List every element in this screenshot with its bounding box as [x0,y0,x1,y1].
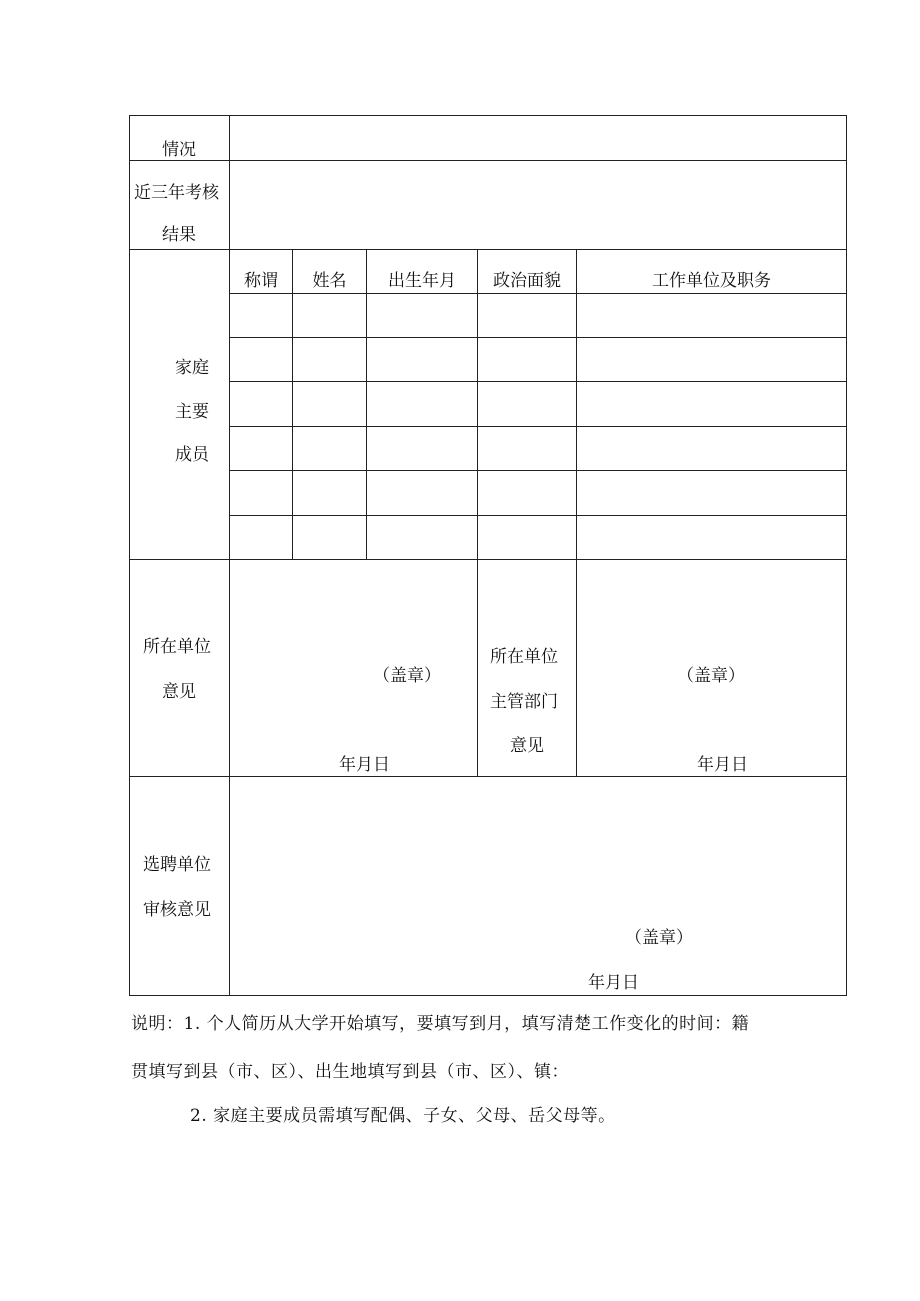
family-header-workplace: 工作单位及职务 [652,271,771,291]
row-divider [129,776,847,777]
hiring-review-label-line1: 选聘单位 [143,855,211,875]
assessment-label-line2: 结果 [162,225,196,245]
table-border-left [129,115,130,996]
table-border-right [846,115,847,996]
table-border-top [129,115,847,116]
note-line-1: 说明：1. 个人简历从大学开始填写，要填写到月，填写清楚工作变化的时间：籍 [131,1014,750,1034]
family-grid-line [230,426,847,427]
family-column-divider [292,249,293,560]
unit-opinion-label-line2: 意见 [162,682,196,702]
family-header-birth: 出生年月 [388,271,456,291]
hiring-review-label-line2: 审核意见 [143,900,211,920]
family-label-line3: 成员 [175,445,209,465]
dept-opinion-date: 年月日 [697,755,748,775]
dept-opinion-label-line2: 主管部门 [490,692,558,712]
unit-opinion-seal: （盖章） [373,666,441,686]
family-grid-line [230,337,847,338]
row-divider [129,160,847,161]
situation-label: 情况 [162,140,196,160]
hiring-review-date: 年月日 [588,973,639,993]
unit-opinion-date: 年月日 [339,755,390,775]
family-column-divider [366,249,367,560]
family-grid-line [230,470,847,471]
assessment-field[interactable] [231,162,845,248]
family-label-line1: 家庭 [175,358,209,378]
family-label-line2: 主要 [175,402,209,422]
dept-opinion-label-line3: 意见 [510,736,544,756]
hiring-review-seal: （盖章） [625,928,693,948]
family-grid-line [230,293,847,294]
situation-field[interactable] [231,117,845,159]
dept-opinion-seal: （盖章） [677,666,745,686]
row-divider [129,559,847,560]
assessment-label-line1: 近三年考核 [134,183,219,203]
family-header-political: 政治面貌 [493,271,561,291]
table-border-bottom [129,995,847,996]
label-column-divider [229,115,230,996]
unit-opinion-label-line1: 所在单位 [143,637,211,657]
family-grid-line [230,515,847,516]
dept-opinion-label-line1: 所在单位 [490,647,558,667]
family-grid-line [230,381,847,382]
note-line-2: 贯填写到县（市、区）、出生地填写到县（市、区）、镇： [131,1062,569,1082]
family-header-name: 姓名 [312,271,347,291]
family-column-divider [477,249,478,777]
note-line-3: 2. 家庭主要成员需填写配偶、子女、父母、岳父母等。 [190,1106,616,1126]
family-column-divider [576,249,577,777]
family-header-relation: 称谓 [244,271,278,291]
row-divider [129,249,847,250]
